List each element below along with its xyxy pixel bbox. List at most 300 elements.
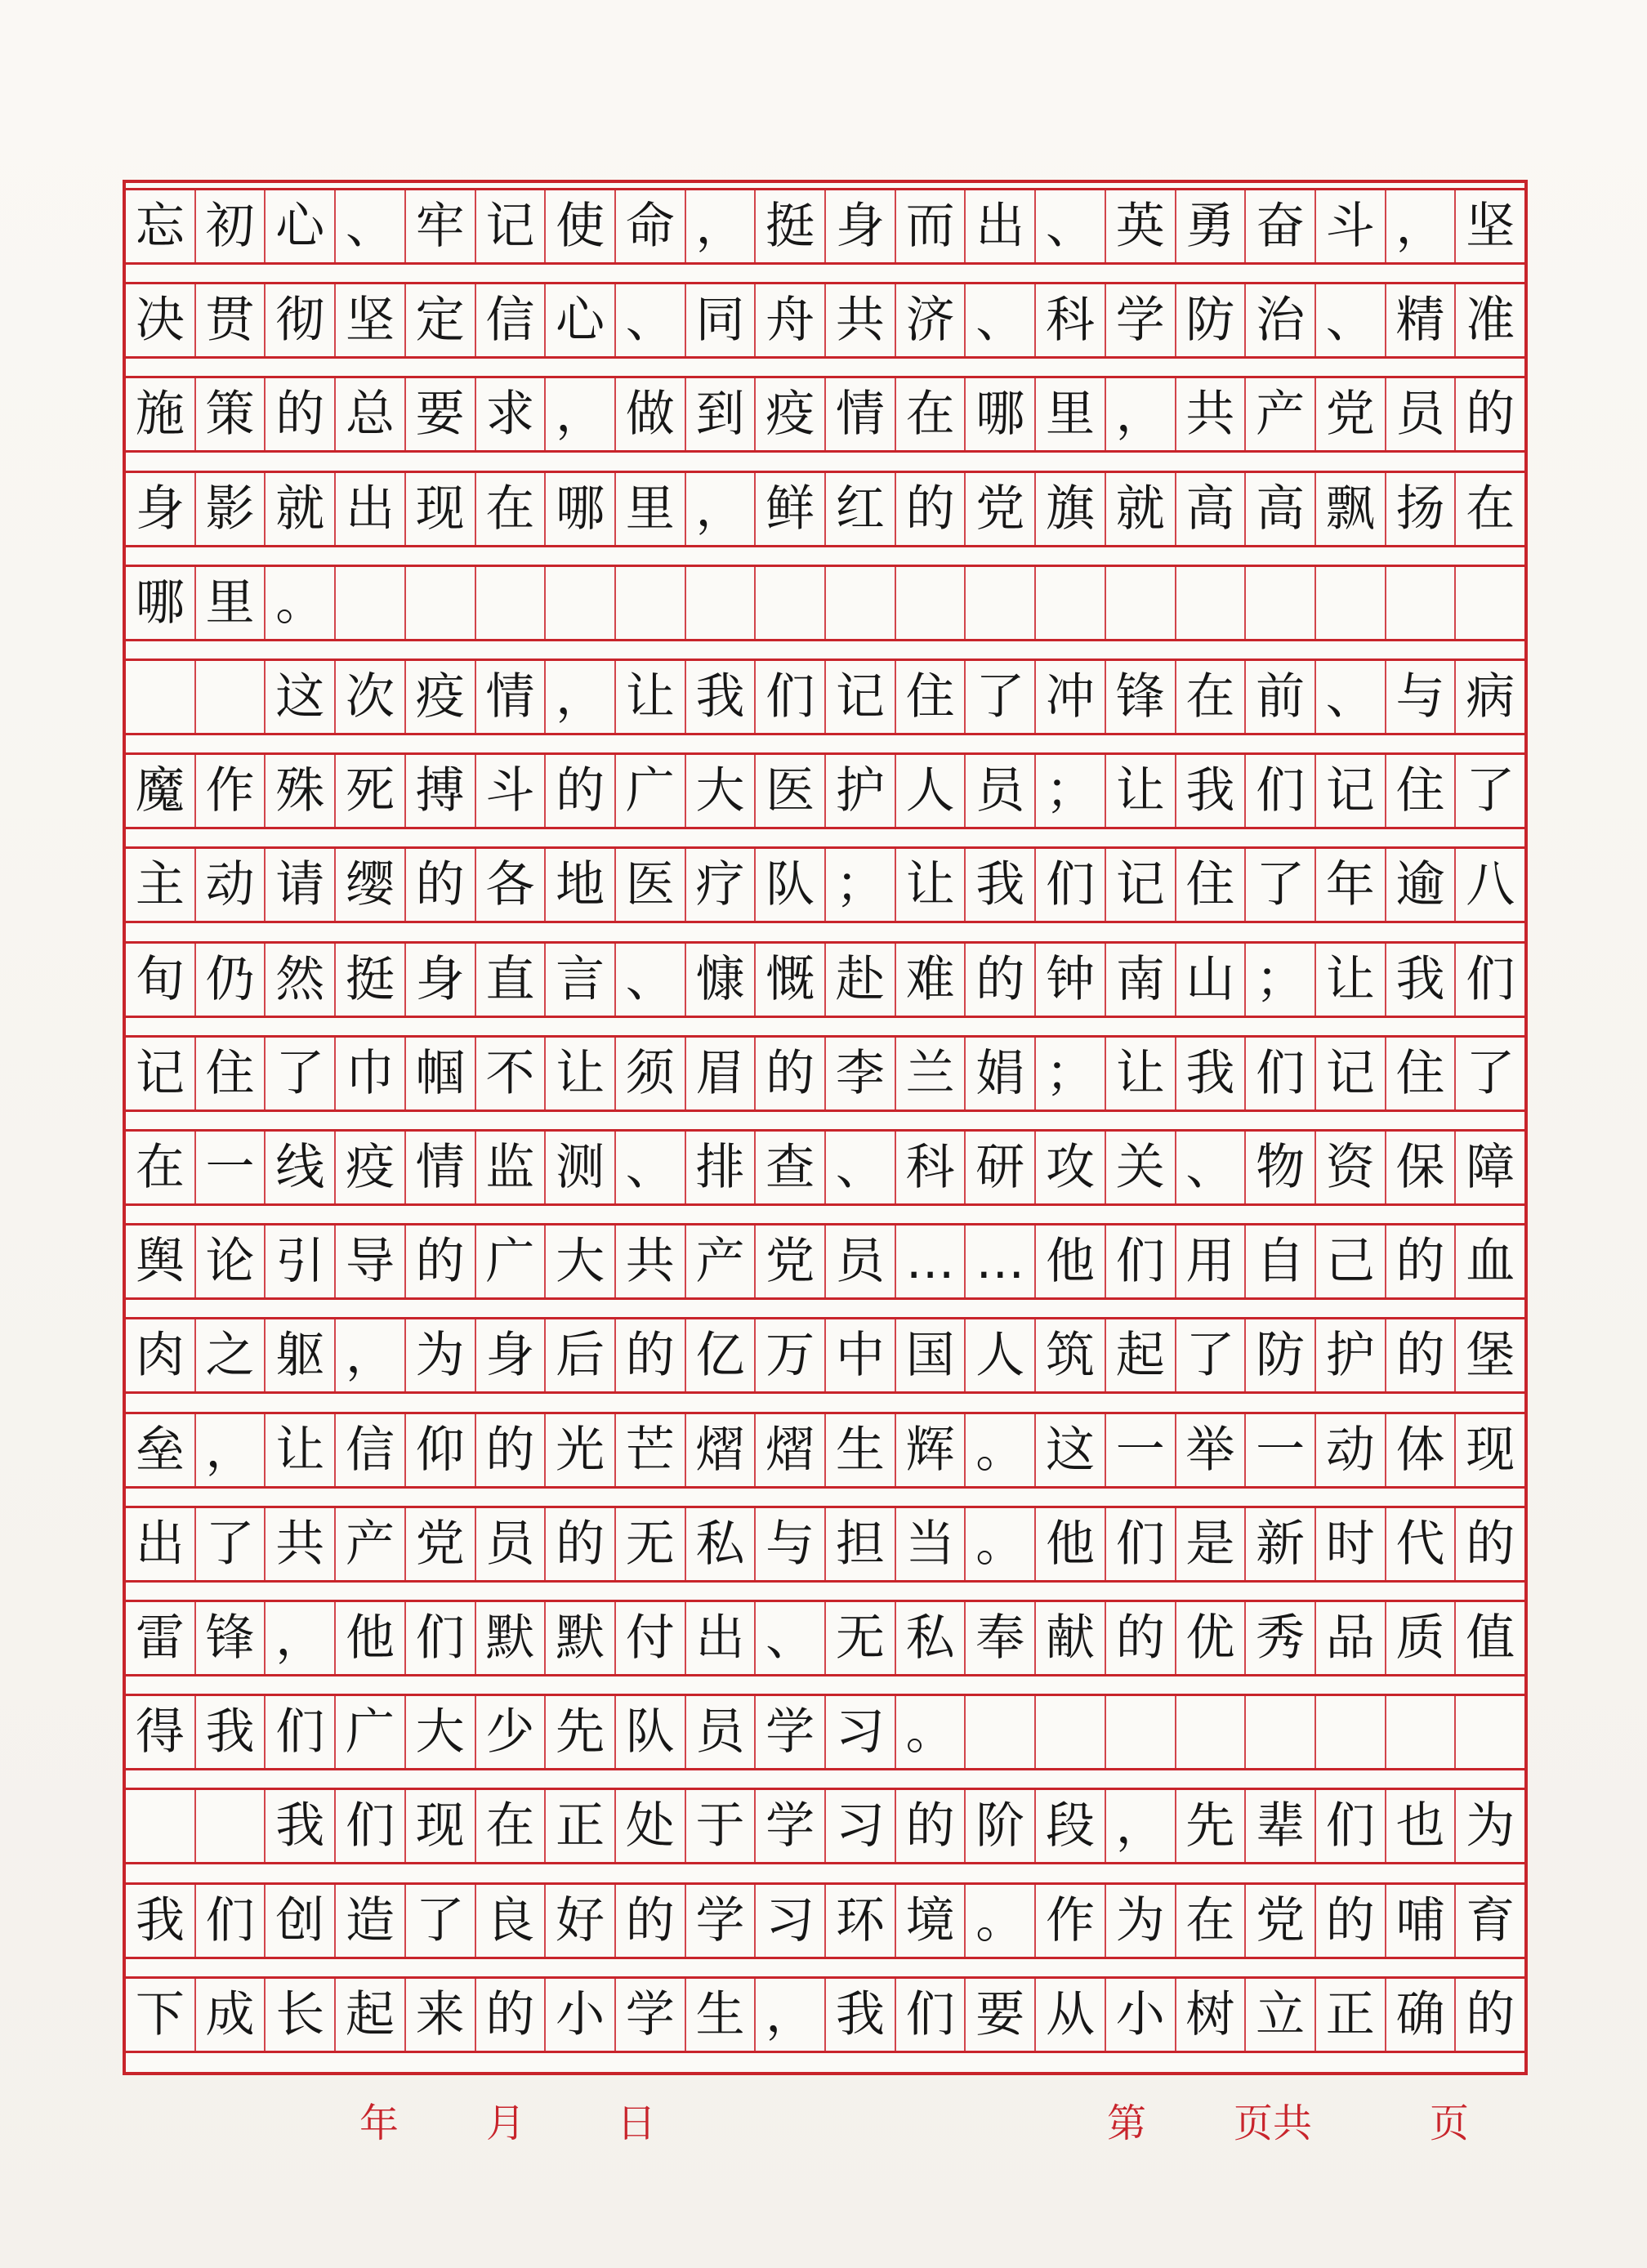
grid-cell: ， (1106, 1790, 1176, 1862)
grid-cell (1316, 567, 1386, 639)
grid-cell: 英 (1106, 190, 1176, 262)
grid-cell: 病 (1466, 668, 1515, 725)
grid-cell: 住 (1386, 1038, 1457, 1109)
grid-cell: 直 (476, 944, 547, 1016)
grid-cell: 队 (616, 1696, 686, 1768)
grid-cell: 科 (1036, 284, 1106, 356)
grid-cell: 身 (406, 944, 476, 1016)
grid-cell: 高 (1246, 473, 1316, 545)
grid-cell (826, 567, 896, 639)
grid-cell: 引 (266, 1226, 336, 1297)
grid-cell: 们 (336, 1790, 406, 1862)
grid-cell: 的 (616, 1319, 686, 1391)
grid-cell: 导 (336, 1226, 406, 1297)
grid-cell: 冲 (1036, 661, 1106, 733)
grid-cell: 值 (1466, 1609, 1515, 1667)
grid-cell: 攻 (1036, 1132, 1106, 1203)
grid-cell: 境 (896, 1885, 966, 1957)
grid-cell: 的 (1106, 1602, 1176, 1674)
grid-cell: 眉 (686, 1038, 757, 1109)
essay-line (126, 471, 1524, 547)
grid-cell: 了 (266, 1038, 336, 1109)
grid-cell: 防 (1176, 284, 1247, 356)
grid-cell: 们 (896, 1979, 966, 2051)
grid-cell: 保 (1386, 1132, 1457, 1203)
grid-cell: 的 (896, 473, 966, 545)
grid-cell: 慷 (686, 944, 757, 1016)
grid-cell: 默 (476, 1602, 547, 1674)
grid-cell: 、 (826, 1132, 896, 1203)
grid-cell: 资 (1316, 1132, 1386, 1203)
grid-cell: 护 (826, 755, 896, 827)
grid-cell: 的 (546, 755, 616, 827)
grid-cell: 在 (1176, 661, 1247, 733)
footer-page-mid: 页共 (1234, 2101, 1313, 2146)
grid-cell: 让 (1316, 944, 1386, 1016)
grid-cell: 同 (686, 284, 757, 356)
grid-cell: 新 (1246, 1508, 1316, 1580)
grid-cell: 一 (1246, 1414, 1316, 1486)
grid-cell: 斗 (1316, 190, 1386, 262)
grid-cell: 的 (1466, 1515, 1515, 1573)
grid-cell: 了 (1246, 849, 1316, 921)
grid-cell: 为 (406, 1319, 476, 1391)
grid-cell: … (966, 1226, 1036, 1297)
grid-cell (1246, 1696, 1316, 1768)
grid-cell: ； (1036, 755, 1106, 827)
essay-line (126, 1223, 1524, 1300)
grid-cell: 在 (476, 1790, 547, 1862)
grid-cell: 大 (686, 755, 757, 827)
grid-cell: 疗 (686, 849, 757, 921)
grid-cell: 而 (896, 190, 966, 262)
grid-cell: 疫 (336, 1132, 406, 1203)
grid-cell: 我 (1176, 1038, 1247, 1109)
essay-line (126, 1035, 1524, 1112)
grid-cell: 让 (546, 1038, 616, 1109)
grid-cell: 良 (476, 1885, 547, 1957)
grid-cell: 然 (266, 944, 336, 1016)
grid-cell: 后 (546, 1319, 616, 1391)
essay-line (126, 752, 1524, 829)
grid-cell: 让 (616, 661, 686, 733)
grid-cell: 当 (896, 1508, 966, 1580)
grid-cell: 与 (1386, 661, 1457, 733)
grid-cell: 心 (546, 284, 616, 356)
grid-cell: ， (546, 661, 616, 733)
grid-cell: 济 (896, 284, 966, 356)
grid-cell: 红 (826, 473, 896, 545)
grid-cell: 要 (406, 378, 476, 450)
grid-cell: ， (1386, 190, 1457, 262)
grid-cell: 、 (616, 284, 686, 356)
grid-cell: 员 (476, 1508, 547, 1580)
grid-cell: 。 (966, 1885, 1036, 1957)
grid-cell (966, 567, 1036, 639)
grid-cell (126, 1790, 196, 1862)
grid-cell: 质 (1386, 1602, 1457, 1674)
grid-cell: 献 (1036, 1602, 1106, 1674)
grid-cell: 舆 (126, 1226, 196, 1297)
grid-cell (966, 1696, 1036, 1768)
grid-cell: 来 (406, 1979, 476, 2051)
essay-line (126, 1317, 1524, 1394)
grid-cell: 万 (756, 1319, 826, 1391)
grid-cell: 党 (1316, 378, 1386, 450)
grid-cell: 记 (1106, 849, 1176, 921)
grid-cell (1106, 1696, 1176, 1768)
grid-cell: 里 (1036, 378, 1106, 450)
grid-cell: 大 (406, 1696, 476, 1768)
grid-cell: 们 (1246, 755, 1316, 827)
grid-cell: 现 (406, 473, 476, 545)
grid-cell: 影 (196, 473, 266, 545)
grid-cell: 关 (1106, 1132, 1176, 1203)
grid-cell: 施 (126, 378, 196, 450)
grid-cell: 、 (336, 190, 406, 262)
grid-cell (1386, 1696, 1457, 1768)
grid-cell: 们 (1316, 1790, 1386, 1862)
grid-cell: 各 (476, 849, 547, 921)
grid-cell: 排 (686, 1132, 757, 1203)
essay-line (126, 1694, 1524, 1770)
grid-cell: 高 (1176, 473, 1247, 545)
grid-cell: 默 (546, 1602, 616, 1674)
grid-cell: 阶 (966, 1790, 1036, 1862)
grid-cell: 难 (896, 944, 966, 1016)
grid-cell: 我 (686, 661, 757, 733)
grid-cell: 员 (826, 1226, 896, 1297)
grid-cell: 我 (266, 1790, 336, 1862)
grid-cell: 出 (336, 473, 406, 545)
grid-cell: 习 (826, 1696, 896, 1768)
grid-cell: 下 (126, 1979, 196, 2051)
grid-cell: 在 (1466, 480, 1515, 538)
grid-cell: 自 (1246, 1226, 1316, 1297)
grid-cell: 们 (196, 1885, 266, 1957)
grid-cell: 勇 (1176, 190, 1247, 262)
grid-cell: 了 (1176, 1319, 1247, 1391)
manuscript-grid (123, 180, 1528, 2075)
grid-cell: 产 (336, 1508, 406, 1580)
grid-cell: 们 (1246, 1038, 1316, 1109)
grid-cell: 队 (756, 849, 826, 921)
grid-cell: 查 (756, 1132, 826, 1203)
grid-cell: 于 (686, 1790, 757, 1862)
grid-cell: 殊 (266, 755, 336, 827)
grid-cell (1246, 567, 1316, 639)
grid-cell: 他 (1036, 1226, 1106, 1297)
grid-cell: ， (546, 378, 616, 450)
grid-cell (1176, 567, 1247, 639)
grid-cell: 。 (966, 1414, 1036, 1486)
grid-cell: 熠 (756, 1414, 826, 1486)
grid-cell: 心 (266, 190, 336, 262)
grid-cell: ； (826, 849, 896, 921)
grid-cell: 我 (196, 1696, 266, 1768)
grid-cell: ， (336, 1319, 406, 1391)
grid-cell: 让 (266, 1414, 336, 1486)
grid-cell: 住 (896, 661, 966, 733)
grid-cell: 的 (406, 1226, 476, 1297)
grid-cell: 巾 (336, 1038, 406, 1109)
essay-line (126, 282, 1524, 359)
grid-cell: 党 (756, 1226, 826, 1297)
grid-cell: 帼 (406, 1038, 476, 1109)
grid-cell: 里 (616, 473, 686, 545)
grid-cell: 小 (546, 1979, 616, 2051)
grid-cell: 好 (546, 1885, 616, 1957)
grid-cell: 疫 (756, 378, 826, 450)
grid-cell: 我 (966, 849, 1036, 921)
grid-cell: 舟 (756, 284, 826, 356)
grid-cell: 疫 (406, 661, 476, 733)
grid-cell: 了 (406, 1885, 476, 1957)
grid-cell: 要 (966, 1979, 1036, 2051)
footer-month: 月 (486, 2101, 526, 2146)
grid-cell: 、 (966, 284, 1036, 356)
grid-cell: 学 (686, 1885, 757, 1957)
grid-cell: 山 (1176, 944, 1247, 1016)
grid-cell: 请 (266, 849, 336, 921)
grid-cell: 广 (616, 755, 686, 827)
grid-cell (1386, 567, 1457, 639)
grid-cell: 一 (1106, 1414, 1176, 1486)
grid-cell: 彻 (266, 284, 336, 356)
grid-cell: 他 (336, 1602, 406, 1674)
grid-cell: 情 (476, 661, 547, 733)
grid-cell: 出 (686, 1602, 757, 1674)
grid-cell: 雷 (126, 1602, 196, 1674)
grid-cell: 魔 (126, 755, 196, 827)
grid-cell: 兰 (896, 1038, 966, 1109)
grid-cell: 成 (196, 1979, 266, 2051)
grid-cell: 国 (896, 1319, 966, 1391)
essay-line (126, 1788, 1524, 1864)
grid-cell: 奉 (966, 1602, 1036, 1674)
grid-cell: 小 (1106, 1979, 1176, 2051)
grid-cell: 体 (1386, 1414, 1457, 1486)
grid-cell: 举 (1176, 1414, 1247, 1486)
grid-cell (686, 567, 757, 639)
grid-cell: 这 (266, 661, 336, 733)
footer-day: 日 (617, 2101, 657, 2146)
grid-cell (1456, 567, 1524, 639)
grid-cell: 记 (826, 661, 896, 733)
grid-cell: 处 (616, 1790, 686, 1862)
grid-cell: 坚 (1466, 198, 1515, 255)
grid-cell: 身 (126, 473, 196, 545)
grid-cell: 亿 (686, 1319, 757, 1391)
grid-cell: 共 (616, 1226, 686, 1297)
grid-cell: 了 (966, 661, 1036, 733)
grid-cell: 信 (336, 1414, 406, 1486)
grid-cell (476, 567, 547, 639)
grid-cell: 也 (1386, 1790, 1457, 1862)
grid-cell: 住 (196, 1038, 266, 1109)
grid-cell: 无 (616, 1508, 686, 1580)
grid-cell: 治 (1246, 284, 1316, 356)
grid-cell: 员 (686, 1696, 757, 1768)
grid-cell: 了 (1466, 762, 1515, 820)
grid-cell: 准 (1466, 292, 1515, 350)
grid-cell: … (896, 1226, 966, 1297)
grid-cell: 在 (476, 473, 547, 545)
grid-cell: 求 (476, 378, 547, 450)
grid-cell: 挺 (336, 944, 406, 1016)
grid-cell: 在 (1176, 1885, 1247, 1957)
grid-cell: 的 (756, 1038, 826, 1109)
grid-cell (336, 567, 406, 639)
grid-cell: 之 (196, 1319, 266, 1391)
grid-cell: 员 (966, 755, 1036, 827)
essay-line (126, 188, 1524, 265)
grid-cell (616, 567, 686, 639)
grid-cell: 学 (756, 1790, 826, 1862)
grid-cell (1036, 1696, 1106, 1768)
grid-cell: 作 (196, 755, 266, 827)
grid-cell: 与 (756, 1508, 826, 1580)
grid-cell: 记 (126, 1038, 196, 1109)
grid-cell: 环 (826, 1885, 896, 1957)
grid-cell: 用 (1176, 1226, 1247, 1297)
grid-cell: 情 (826, 378, 896, 450)
grid-cell: 测 (546, 1132, 616, 1203)
grid-cell: 中 (826, 1319, 896, 1391)
grid-cell: 挺 (756, 190, 826, 262)
footer-year: 年 (359, 2101, 399, 2146)
grid-cell: 物 (1246, 1132, 1316, 1203)
grid-cell: 鲜 (756, 473, 826, 545)
grid-cell: ， (686, 473, 757, 545)
grid-cell: 产 (686, 1226, 757, 1297)
grid-cell: 医 (616, 849, 686, 921)
grid-cell: 党 (406, 1508, 476, 1580)
grid-cell: 正 (546, 1790, 616, 1862)
grid-cell: 们 (1106, 1226, 1176, 1297)
grid-cell: 李 (826, 1038, 896, 1109)
grid-cell: 筑 (1036, 1319, 1106, 1391)
grid-cell: 信 (476, 284, 547, 356)
grid-cell (1316, 1696, 1386, 1768)
grid-cell: 的 (476, 1979, 547, 2051)
grid-cell: ； (1036, 1038, 1106, 1109)
grid-cell: 娟 (966, 1038, 1036, 1109)
grid-cell: 死 (336, 755, 406, 827)
grid-cell: 忘 (126, 190, 196, 262)
grid-cell: 哪 (966, 378, 1036, 450)
grid-cell: 们 (266, 1696, 336, 1768)
grid-cell: 们 (406, 1602, 476, 1674)
grid-cell (546, 567, 616, 639)
grid-cell: 一 (196, 1132, 266, 1203)
essay-line (126, 659, 1524, 735)
grid-cell: 飘 (1316, 473, 1386, 545)
grid-cell: 慨 (756, 944, 826, 1016)
grid-cell: 的 (616, 1885, 686, 1957)
grid-cell: 的 (1466, 386, 1515, 444)
grid-cell: 身 (826, 190, 896, 262)
essay-line (126, 1882, 1524, 1959)
grid-cell: 的 (1316, 1885, 1386, 1957)
grid-cell: 旗 (1036, 473, 1106, 545)
grid-cell: 生 (826, 1414, 896, 1486)
grid-cell: 让 (1106, 755, 1176, 827)
grid-cell: 少 (476, 1696, 547, 1768)
grid-cell (196, 1790, 266, 1862)
grid-cell: 堡 (1466, 1327, 1515, 1385)
grid-cell: 线 (266, 1132, 336, 1203)
grid-cell: 的 (1386, 1226, 1457, 1297)
grid-cell: 须 (616, 1038, 686, 1109)
grid-cell: 我 (1386, 944, 1457, 1016)
grid-cell: 大 (546, 1226, 616, 1297)
grid-cell: 付 (616, 1602, 686, 1674)
grid-cell: 长 (266, 1979, 336, 2051)
grid-cell: 科 (896, 1132, 966, 1203)
grid-cell: 缨 (336, 849, 406, 921)
grid-cell: 代 (1386, 1508, 1457, 1580)
grid-cell: 、 (616, 944, 686, 1016)
grid-cell: 优 (1176, 1602, 1247, 1674)
grid-cell (196, 661, 266, 733)
grid-cell: 次 (336, 661, 406, 733)
grid-cell: 医 (756, 755, 826, 827)
grid-cell (126, 661, 196, 733)
grid-cell: 他 (1036, 1508, 1106, 1580)
grid-cell: ； (1246, 944, 1316, 1016)
grid-cell (1036, 567, 1106, 639)
grid-cell: 共 (1176, 378, 1247, 450)
grid-cell: 动 (196, 849, 266, 921)
grid-cell: 总 (336, 378, 406, 450)
grid-cell: 初 (196, 190, 266, 262)
grid-cell: 生 (686, 1979, 757, 2051)
grid-cell: 的 (546, 1508, 616, 1580)
grid-cell: 的 (1466, 1985, 1515, 2043)
grid-cell: 的 (1386, 1319, 1457, 1391)
grid-cell: 得 (126, 1696, 196, 1768)
grid-cell: 旬 (126, 944, 196, 1016)
grid-cell: 钟 (1036, 944, 1106, 1016)
grid-cell (1106, 567, 1176, 639)
grid-cell: 党 (1246, 1885, 1316, 1957)
grid-cell: 住 (1176, 849, 1247, 921)
grid-cell: ， (1106, 378, 1176, 450)
grid-cell: 防 (1246, 1319, 1316, 1391)
grid-cell: 言 (546, 944, 616, 1016)
grid-cell: 的 (896, 1790, 966, 1862)
essay-line (126, 376, 1524, 453)
grid-cell: 出 (966, 190, 1036, 262)
grid-cell: 锋 (196, 1602, 266, 1674)
grid-cell: 学 (756, 1696, 826, 1768)
grid-cell: 己 (1316, 1226, 1386, 1297)
grid-cell: 广 (336, 1696, 406, 1768)
grid-cell: 在 (896, 378, 966, 450)
footer-page-suffix: 页 (1430, 2101, 1470, 2146)
grid-cell: 们 (1106, 1508, 1176, 1580)
grid-cell: 熠 (686, 1414, 757, 1486)
grid-cell: 秀 (1246, 1602, 1316, 1674)
grid-cell: 八 (1466, 856, 1515, 914)
grid-cell: 扬 (1386, 473, 1457, 545)
grid-cell: 身 (476, 1319, 547, 1391)
grid-cell: 动 (1316, 1414, 1386, 1486)
grid-cell: 垒 (126, 1414, 196, 1486)
grid-cell: 前 (1246, 661, 1316, 733)
grid-cell: 共 (826, 284, 896, 356)
